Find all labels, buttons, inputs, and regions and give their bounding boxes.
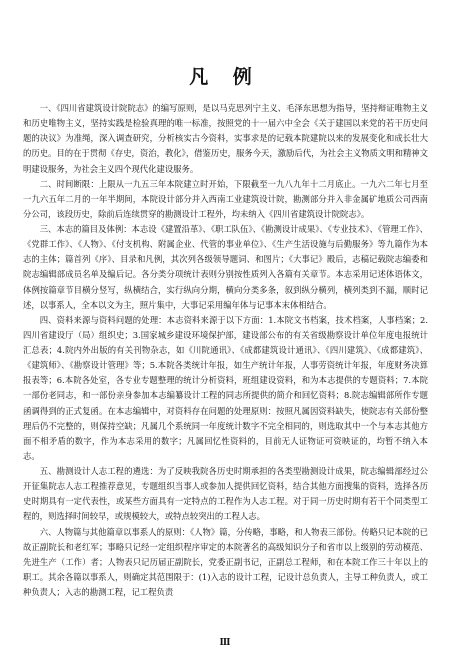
paragraph-data-sources: 四、资料来源与资料问题的处理：本志资料来源于以下方面：1.本院文书档案，技术档案，人事档案；2.四川省建设厅（局）组织史；3.国家城乡建设环境保护部，建设部公布的有关省级勘察设计单位年度电报统计汇总表；4.院内外出版的有关刊物杂志，如《川院通讯》、《成都建筑设计通讯》、《四川建筑》、《成都建筑》、《建筑师》、《勘察设计管理》等；5.本院各类统计年报，如生产统计年报，人事劳资统计年报，年度财务决算报表等；6.本院各处室，各专业专题整理的统计分析资料，班组建设资料，和为本志提供的专题资料；7.本院一部份老同志，和一部份亲身参加本志编纂设计工程的同志所提供的简介和回忆资料；8.院志编辑部所作专题函调得到的正式复函。在本志编辑中，对资料存在问题的处理原则：按照凡属因资料缺失，使院志有关部份整理后仍不完整的，则保持空缺；凡属几个系统同一年度统计数字不完全相同的，则选取其中一个与本志其他方面不相矛盾的数字，作为本志采用的数字；凡属回忆性资料的，目前无人证物证可资映证的，均暂不纳入本志。	[23, 314, 428, 461]
paragraph-project-selection: 五、勘测设计人志工程的遴选：为了反映我院各历史时期承担的各类型勘测设计成果，院志编辑部经过公开征集院志人志工程推荐意见，专题组织当事人或参加人提供回忆资料，结合其他方面搜集的资料，选择各历史时期具有一定代表性，或某些方面具有一定特点的工程作为人志工程。对于同一历史时期有若干个同类型工程的，则选择时间较早，或规模较大，或特点较突出的工程人志。	[23, 466, 428, 522]
paragraph-compilation-principles: 一、《四川省建筑设计院院志》的编写原则，是以马克思列宁主义、毛泽东思想为指导，坚持辩证唯物主义和历史唯物主义，坚持实践是检验真理的唯一标准，按照党的十一届六中全会《关于建国以来党的若干历史问题的决议》为准绳，深入调查研究，分析核实古今资料，实事求是的记载本院建院以来的发展变化和成长壮大的历史。目的在于贯彻《存史，资治，教化》，借鉴历史，服务今天，激励后代，为社会主义物质文明和精神文明建设服务，为社会主义四个现代化建设服务。	[23, 103, 428, 174]
page-title: 凡 例	[189, 66, 261, 88]
paragraph-people-principles: 六、人物篇与其他篇章以事系人的原则：《人物》篇，分传略，事略，和人物表三部份。传略只记本院的已故正副院长和老红军；事略只记经一定组织程序审定的本院著名的高级知识分子和省市以上级别的劳动模范、先进生产（工作）者；人物表只记历届正副院长，党委正副书记，正副总工程师，和在本院工作三十年以上的职工。其余各篇以事系人，则确定其范围限于：(1)入志的设计工程，记设计总负责人，主导工种负责人，或工种负责人；入志的勘测工程，记工程负责	[23, 526, 428, 597]
body-text	[23, 101, 428, 600]
paragraph-time-limits: 二、时间断限：上限从一九五三年本院建立时开始，下限截至一九八九年十二月底止。一九六二年七月至一九六五年二月的一年半期间，本院设计部分并入西南工业建筑设计院，勘测部分并入非金属矿地质公司西南分公司，该段历史，除前后连续贯穿的勘测设计工程外，均未纳入《四川省建筑设计院院志》。	[23, 178, 428, 219]
page-number: Ⅲ	[219, 638, 231, 648]
paragraph-structure-and-style: 三、本志的篇目及体例：本志设《建置沿革》、《职工队伍》、《勘测设计成果》、《专业技术》、《管理工作》、《党群工作》、《人物》、《付支机构、附属企业、代管的事业单位》、《生产生活设施与后勤服务》等九篇作为本志的主体；篇首列《序》、目录和凡例，其次列各级领导题词、和图片；《大事记》殿后，志稿记载院志编委和院志编辑部成员名单及编后记。各分类分项统计表则分别按性质列入各篇有关章节。本志采用记述体语体文，体例按篇章节目横分竖写，纵横结合，实行纵向分期，横向分类多条，叙到纵分横列，横列类到不漏，顺时记述，以事系人，全本以文为主，照片集中，大事记采用编年体与记事本末体相结合。	[23, 224, 428, 310]
